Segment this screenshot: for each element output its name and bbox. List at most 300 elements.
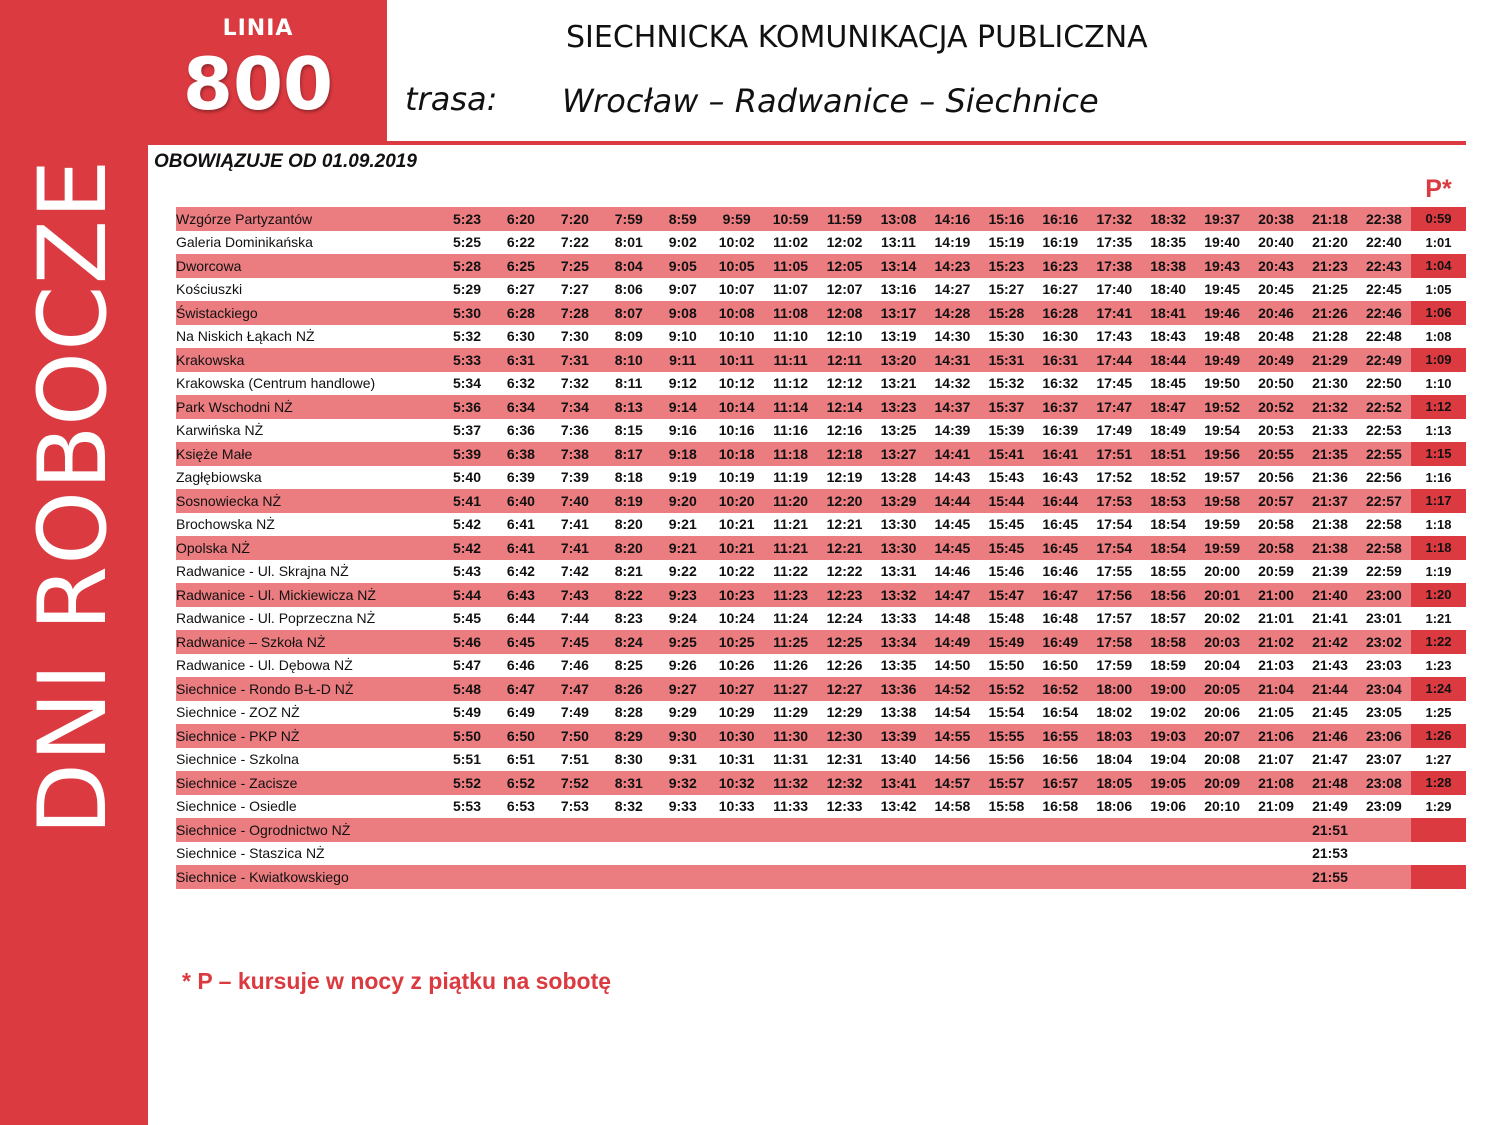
departure-time: 10:25 <box>718 633 755 650</box>
departure-time: 5:34 <box>452 375 481 392</box>
departure-time: 5:45 <box>452 610 481 627</box>
departure-time: 17:55 <box>1096 563 1133 580</box>
departure-time: 20:56 <box>1258 469 1294 486</box>
departure-time: 14:41 <box>934 445 971 462</box>
departure-time: 13:32 <box>880 586 917 603</box>
departure-time: 6:20 <box>506 210 535 227</box>
departure-time: 7:30 <box>560 328 589 345</box>
departure-time: 20:57 <box>1258 492 1294 509</box>
departure-time: 19:02 <box>1150 704 1187 721</box>
departure-time <box>764 845 818 861</box>
departure-time: 20:49 <box>1258 351 1294 368</box>
departure-time: 21:38 <box>1312 516 1348 533</box>
departure-time: 17:40 <box>1096 281 1133 298</box>
table-row <box>176 654 1466 678</box>
departure-time: 7:36 <box>560 422 589 439</box>
departure-time: 21:39 <box>1312 563 1348 580</box>
departure-time: 16:45 <box>1042 516 1079 533</box>
departure-time: 12:12 <box>826 375 863 392</box>
departure-time: 15:58 <box>988 798 1025 815</box>
departure-time: 16:52 <box>1042 680 1079 697</box>
departure-time: 12:27 <box>826 680 863 697</box>
stop-name: Krakowska <box>176 351 245 368</box>
departure-time <box>872 869 926 885</box>
departure-time: 9:10 <box>668 328 697 345</box>
departure-time: 5:43 <box>452 563 481 580</box>
departure-times <box>440 258 1411 274</box>
departure-time: 20:45 <box>1258 281 1294 298</box>
departure-time: 9:30 <box>668 727 697 744</box>
departure-time: 12:26 <box>826 657 863 674</box>
table-row <box>176 442 1466 466</box>
stop-name: Siechnice - Zacisze <box>176 774 298 791</box>
departure-times <box>440 328 1411 344</box>
departure-time: 18:44 <box>1150 351 1187 368</box>
departure-time: 8:31 <box>614 774 643 791</box>
departure-time: 19:00 <box>1150 680 1187 697</box>
departure-time: 16:30 <box>1042 328 1079 345</box>
departure-time: 10:16 <box>718 422 755 439</box>
departure-time: 21:04 <box>1258 680 1294 697</box>
departure-time: 11:14 <box>773 398 809 415</box>
departure-time: 17:58 <box>1096 633 1133 650</box>
table-row <box>176 301 1466 325</box>
departure-time: 11:27 <box>773 680 809 697</box>
departure-time: 5:49 <box>452 704 481 721</box>
departure-time: 7:22 <box>560 234 589 251</box>
departure-time: 15:44 <box>988 492 1025 509</box>
departure-time: 5:32 <box>452 328 481 345</box>
departure-time: 12:02 <box>826 234 863 251</box>
departure-time: 14:31 <box>934 351 971 368</box>
night-departure-time <box>1411 842 1466 866</box>
departure-time: 6:52 <box>506 774 535 791</box>
departure-time: 16:16 <box>1042 210 1079 227</box>
night-departure-time: 1:27 <box>1425 751 1452 767</box>
departure-time: 17:57 <box>1096 610 1133 627</box>
stop-name: Siechnice - Ogrodnictwo NŻ <box>176 821 351 838</box>
departure-time <box>1357 845 1411 861</box>
departure-time: 11:18 <box>773 445 809 462</box>
departure-time: 12:30 <box>826 727 863 744</box>
departure-time: 17:49 <box>1096 422 1133 439</box>
departure-time: 8:01 <box>614 234 643 251</box>
departure-time: 13:33 <box>880 610 917 627</box>
departure-time: 16:45 <box>1042 539 1079 556</box>
departure-time: 16:41 <box>1042 445 1079 462</box>
stop-name: Księże Małe <box>176 445 253 462</box>
footnote: * P – kursuje w nocy z piątku na sobotę <box>182 968 612 994</box>
departure-time: 18:54 <box>1150 539 1187 556</box>
departure-times <box>440 305 1411 321</box>
departure-time: 10:12 <box>718 375 755 392</box>
table-row <box>176 630 1466 654</box>
departure-time: 21:25 <box>1312 281 1348 298</box>
departure-time: 5:23 <box>452 210 481 227</box>
departure-time <box>1141 869 1195 885</box>
departure-time <box>818 822 872 838</box>
departure-time: 10:07 <box>718 281 755 298</box>
departure-time <box>548 822 602 838</box>
departure-time: 6:45 <box>506 633 535 650</box>
departure-time: 9:59 <box>722 210 751 227</box>
departure-time: 13:40 <box>880 751 917 768</box>
departure-time: 5:25 <box>452 234 481 251</box>
departure-time: 13:35 <box>880 657 917 674</box>
departure-time: 11:29 <box>773 704 809 721</box>
departure-time: 10:32 <box>718 774 755 791</box>
departure-time: 8:25 <box>614 657 643 674</box>
departure-time: 6:36 <box>506 422 535 439</box>
departure-time: 18:05 <box>1096 774 1133 791</box>
departure-time: 7:44 <box>560 610 589 627</box>
departure-time <box>1033 822 1087 838</box>
departure-time: 19:50 <box>1204 375 1240 392</box>
departure-time: 21:46 <box>1312 727 1348 744</box>
departure-time: 22:58 <box>1366 539 1402 556</box>
departure-time: 13:20 <box>880 351 917 368</box>
departure-time: 12:16 <box>826 422 863 439</box>
night-departure-time: 0:59 <box>1411 207 1466 231</box>
stop-name: Na Niskich Łąkach NŻ <box>176 328 315 345</box>
departure-time: 11:22 <box>773 563 809 580</box>
departure-time: 5:39 <box>452 445 481 462</box>
departure-time: 18:02 <box>1096 704 1133 721</box>
departure-time: 21:28 <box>1312 328 1348 345</box>
departure-time: 9:24 <box>668 610 697 627</box>
departure-time <box>1033 845 1087 861</box>
departure-time: 8:06 <box>614 281 643 298</box>
departure-time: 15:41 <box>988 445 1025 462</box>
departure-time: 8:23 <box>614 610 643 627</box>
departure-time: 15:32 <box>988 375 1025 392</box>
departure-time: 22:57 <box>1366 492 1402 509</box>
departure-time: 10:21 <box>718 516 755 533</box>
departure-time: 14:45 <box>934 539 971 556</box>
departure-time: 9:12 <box>668 375 697 392</box>
departure-time: 12:08 <box>826 304 863 321</box>
departure-time: 21:36 <box>1312 469 1348 486</box>
departure-time: 9:18 <box>668 445 697 462</box>
departure-time: 16:46 <box>1042 563 1079 580</box>
departure-time: 18:45 <box>1150 375 1187 392</box>
departure-time <box>818 869 872 885</box>
departure-time: 21:30 <box>1312 375 1348 392</box>
departure-time: 13:14 <box>880 257 917 274</box>
departure-time: 13:21 <box>880 375 917 392</box>
departure-time: 13:29 <box>880 492 917 509</box>
departure-time: 12:32 <box>826 774 863 791</box>
departure-time: 17:45 <box>1096 375 1133 392</box>
departure-time: 18:56 <box>1150 586 1187 603</box>
departure-time <box>1195 869 1249 885</box>
departure-times <box>440 540 1411 556</box>
departure-time: 9:27 <box>668 680 697 697</box>
stop-name: Wzgórze Partyzantów <box>176 210 313 227</box>
departure-time: 10:22 <box>718 563 755 580</box>
departure-time: 6:32 <box>506 375 535 392</box>
departure-time: 18:06 <box>1096 798 1133 815</box>
departure-time: 10:27 <box>718 680 755 697</box>
departure-time: 11:23 <box>773 586 809 603</box>
departure-times <box>440 657 1411 673</box>
night-column-header: P* <box>1425 175 1452 203</box>
departure-time: 11:20 <box>773 492 809 509</box>
stop-name: Kościuszki <box>176 281 243 298</box>
departure-time <box>925 869 979 885</box>
departure-time: 15:47 <box>988 586 1025 603</box>
departure-time: 5:33 <box>452 351 481 368</box>
departure-time: 16:48 <box>1042 610 1079 627</box>
departure-time: 6:30 <box>506 328 535 345</box>
departure-time: 11:08 <box>773 304 809 321</box>
stop-name: Radwanice - Ul. Dębowa NŻ <box>176 657 353 674</box>
departure-times <box>440 469 1411 485</box>
departure-time: 17:52 <box>1096 469 1133 486</box>
table-row <box>176 254 1466 278</box>
stop-name: Radwanice - Ul. Skrajna NŻ <box>176 563 349 580</box>
departure-time: 7:50 <box>560 727 589 744</box>
departure-times <box>440 775 1411 791</box>
departure-time <box>1087 869 1141 885</box>
departure-time: 9:14 <box>668 398 697 415</box>
departure-time: 8:04 <box>614 257 643 274</box>
departure-time: 13:16 <box>880 281 917 298</box>
departure-time: 19:06 <box>1150 798 1187 815</box>
departure-time: 12:18 <box>826 445 863 462</box>
departure-times <box>440 211 1411 227</box>
departure-times <box>440 399 1411 415</box>
departure-time <box>602 845 656 861</box>
departure-time: 21:40 <box>1312 586 1348 603</box>
departure-time: 21:06 <box>1258 727 1294 744</box>
departure-time: 6:42 <box>506 563 535 580</box>
departure-time: 22:52 <box>1366 398 1402 415</box>
departure-time: 20:06 <box>1204 704 1240 721</box>
departure-time: 5:47 <box>452 657 481 674</box>
departure-time: 18:43 <box>1150 328 1187 345</box>
departure-time: 15:49 <box>988 633 1025 650</box>
night-departure-time <box>1411 865 1466 889</box>
departure-time: 15:55 <box>988 727 1025 744</box>
departure-time: 14:32 <box>934 375 971 392</box>
departure-time: 6:43 <box>506 586 535 603</box>
table-row <box>176 583 1466 607</box>
departure-time: 19:49 <box>1204 351 1240 368</box>
departure-time <box>872 845 926 861</box>
departure-time: 8:26 <box>614 680 643 697</box>
departure-time <box>1141 822 1195 838</box>
departure-time: 13:28 <box>880 469 917 486</box>
departure-time: 17:54 <box>1096 539 1133 556</box>
departure-time <box>494 822 548 838</box>
departure-time <box>764 869 818 885</box>
departure-time: 14:54 <box>934 704 971 721</box>
departure-time: 10:10 <box>718 328 755 345</box>
departure-time: 14:50 <box>934 657 971 674</box>
departure-time: 11:26 <box>773 657 809 674</box>
departure-time: 18:41 <box>1150 304 1187 321</box>
table-row <box>176 489 1466 513</box>
departure-time: 21:38 <box>1312 539 1348 556</box>
departure-time: 23:09 <box>1366 798 1402 815</box>
departure-time: 17:51 <box>1096 445 1133 462</box>
departure-time <box>602 822 656 838</box>
departure-time: 17:44 <box>1096 351 1133 368</box>
departure-time: 6:38 <box>506 445 535 462</box>
departure-time: 20:09 <box>1204 774 1240 791</box>
departure-time: 20:55 <box>1258 445 1294 462</box>
stop-name: Sosnowiecka NŻ <box>176 492 282 509</box>
departure-time: 21:51 <box>1312 821 1348 838</box>
stop-name: Świstackiego <box>176 304 258 321</box>
departure-time: 14:55 <box>934 727 971 744</box>
departure-time: 6:27 <box>506 281 535 298</box>
departure-time: 7:49 <box>560 704 589 721</box>
departure-time <box>602 869 656 885</box>
table-row <box>176 560 1466 584</box>
departure-time: 9:20 <box>668 492 697 509</box>
departure-time: 7:28 <box>560 304 589 321</box>
departure-times <box>440 422 1411 438</box>
departure-time: 19:05 <box>1150 774 1187 791</box>
departure-time: 6:25 <box>506 257 535 274</box>
departure-time: 7:59 <box>614 210 643 227</box>
departure-time: 16:32 <box>1042 375 1079 392</box>
departure-time: 10:23 <box>718 586 755 603</box>
departure-time: 6:49 <box>506 704 535 721</box>
departure-time: 21:03 <box>1258 657 1294 674</box>
stop-name: Siechnice - ZOZ NŻ <box>176 704 300 721</box>
departure-time: 23:08 <box>1366 774 1402 791</box>
departure-times <box>440 798 1411 814</box>
departure-time: 21:42 <box>1312 633 1348 650</box>
departure-time: 12:29 <box>826 704 863 721</box>
stop-name: Brochowska NŻ <box>176 516 275 533</box>
departure-time: 7:53 <box>560 798 589 815</box>
departure-times <box>440 281 1411 297</box>
departure-time: 14:16 <box>934 210 971 227</box>
departure-time: 7:40 <box>560 492 589 509</box>
departure-time: 12:19 <box>826 469 863 486</box>
departure-time: 20:43 <box>1258 257 1294 274</box>
departure-time: 9:19 <box>668 469 697 486</box>
departure-time: 21:23 <box>1312 257 1348 274</box>
departure-time: 6:40 <box>506 492 535 509</box>
stop-name: Siechnice - Kwiatkowskiego <box>176 868 349 885</box>
stop-name: Karwińska NŻ <box>176 422 264 439</box>
night-departure-time: 1:23 <box>1425 657 1452 673</box>
departure-time: 20:00 <box>1204 563 1240 580</box>
table-row <box>176 372 1466 396</box>
departure-time: 21:09 <box>1258 798 1294 815</box>
departure-time <box>1357 869 1411 885</box>
stop-name: Siechnice - Rondo B-Ł-D NŻ <box>176 680 354 697</box>
departure-time: 10:05 <box>718 257 755 274</box>
stop-name: Radwanice – Szkoła NŻ <box>176 633 326 650</box>
departure-times <box>440 751 1411 767</box>
departure-time: 12:05 <box>826 257 863 274</box>
departure-time: 11:10 <box>773 328 809 345</box>
departure-time: 14:23 <box>934 257 971 274</box>
route-name: Wrocław – Radwanice – Siechnice <box>562 82 1099 120</box>
stop-name: Opolska NŻ <box>176 539 250 556</box>
departure-time: 8:20 <box>614 516 643 533</box>
departure-time: 12:31 <box>826 751 863 768</box>
departure-time: 20:04 <box>1204 657 1240 674</box>
departure-time: 11:24 <box>773 610 809 627</box>
night-departure-time: 1:21 <box>1425 610 1452 626</box>
departure-time: 18:04 <box>1096 751 1133 768</box>
departure-time: 9:23 <box>668 586 697 603</box>
departure-time: 12:24 <box>826 610 863 627</box>
departure-time <box>1249 869 1303 885</box>
departure-time: 15:16 <box>988 210 1025 227</box>
departure-time: 5:53 <box>452 798 481 815</box>
departure-time: 20:05 <box>1204 680 1240 697</box>
departure-time: 18:59 <box>1150 657 1187 674</box>
departure-time: 19:04 <box>1150 751 1187 768</box>
departure-time: 16:31 <box>1042 351 1079 368</box>
departure-time: 21:05 <box>1258 704 1294 721</box>
departure-time: 14:19 <box>934 234 971 251</box>
departure-time: 17:59 <box>1096 657 1133 674</box>
departure-time: 10:59 <box>772 210 809 227</box>
departure-time: 13:27 <box>880 445 917 462</box>
header-divider <box>148 141 1466 145</box>
departure-time: 22:48 <box>1366 328 1402 345</box>
departure-time: 11:30 <box>773 727 809 744</box>
departure-time: 20:50 <box>1258 375 1294 392</box>
departure-time: 13:38 <box>880 704 917 721</box>
departure-time: 21:33 <box>1312 422 1348 439</box>
departure-time: 21:53 <box>1312 845 1348 862</box>
departure-time: 19:54 <box>1204 422 1240 439</box>
departure-time: 6:46 <box>506 657 535 674</box>
departure-time: 20:58 <box>1258 539 1294 556</box>
stop-name: Zagłębiowska <box>176 469 262 486</box>
departure-time: 16:58 <box>1042 798 1079 815</box>
departure-times <box>440 681 1411 697</box>
departure-time: 19:43 <box>1204 257 1240 274</box>
departure-time: 15:30 <box>988 328 1025 345</box>
departure-time: 18:53 <box>1150 492 1187 509</box>
departure-time: 8:09 <box>614 328 643 345</box>
night-departure-time: 1:25 <box>1425 704 1452 720</box>
night-departure-time: 1:04 <box>1411 254 1466 278</box>
departure-time: 12:10 <box>826 328 863 345</box>
departure-time: 14:37 <box>934 398 971 415</box>
night-departure-time: 1:22 <box>1411 630 1466 654</box>
route-label: trasa: <box>405 80 498 118</box>
departure-time: 11:07 <box>773 281 809 298</box>
table-row <box>176 607 1466 631</box>
departure-time: 17:32 <box>1096 210 1133 227</box>
departure-time: 14:58 <box>934 798 971 815</box>
departure-time: 6:50 <box>506 727 535 744</box>
departure-time: 11:19 <box>773 469 809 486</box>
departure-time: 8:20 <box>614 539 643 556</box>
departure-time: 17:54 <box>1096 516 1133 533</box>
departure-time: 22:56 <box>1366 469 1402 486</box>
departure-time <box>1249 845 1303 861</box>
departure-time: 19:56 <box>1204 445 1240 462</box>
departure-time: 9:22 <box>668 563 697 580</box>
departure-time: 7:52 <box>560 774 589 791</box>
departure-time: 19:59 <box>1204 539 1240 556</box>
stop-name: Galeria Dominikańska <box>176 234 313 251</box>
departure-time: 7:25 <box>560 257 589 274</box>
